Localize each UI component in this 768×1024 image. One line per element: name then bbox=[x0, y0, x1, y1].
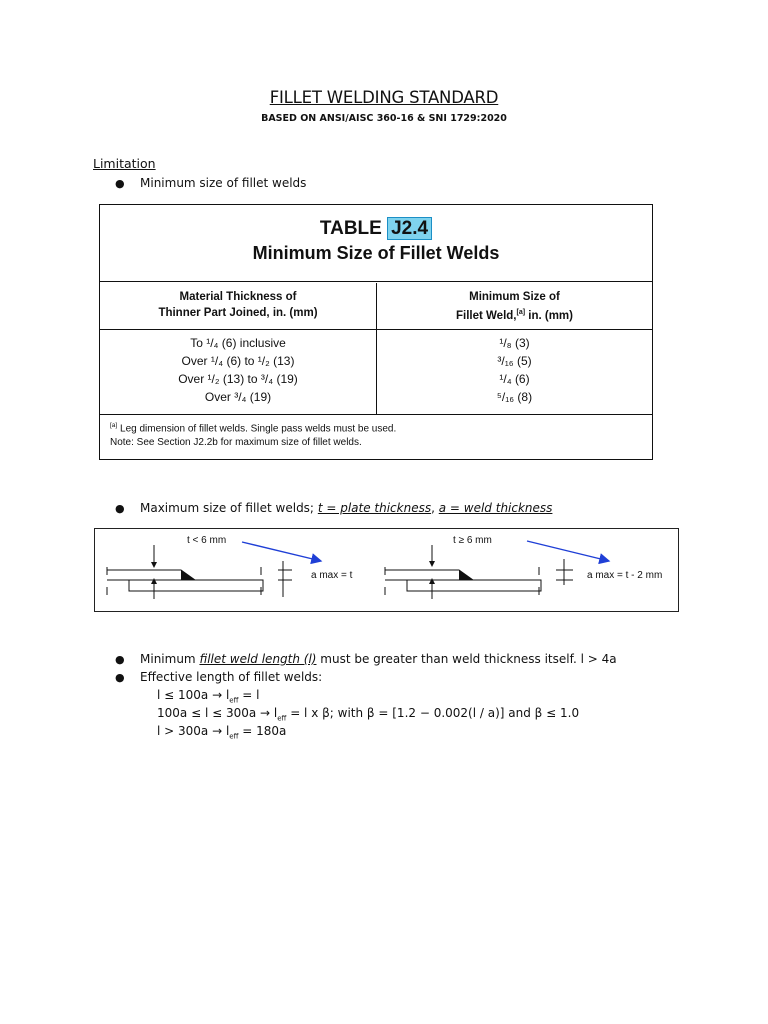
bullet-dot: ● bbox=[115, 502, 125, 515]
weld-length-term: fillet weld length (l) bbox=[199, 652, 317, 666]
table-j2-4 bbox=[99, 204, 653, 460]
diagram-left bbox=[107, 535, 353, 599]
table-cell: ⁵/₁₆ (8) bbox=[496, 390, 533, 404]
diagram-right bbox=[385, 535, 662, 599]
left-result-label: a max = t bbox=[311, 570, 353, 581]
section-heading-limitation: Limitation bbox=[93, 156, 156, 171]
weld-diagram-svg bbox=[95, 529, 678, 611]
left-condition-label: t < 6 mm bbox=[187, 535, 227, 546]
table-number-highlight: J2.4 bbox=[387, 217, 432, 240]
page-subtitle: BASED ON ANSI/AISC 360-16 & SNI 1729:2020 bbox=[261, 113, 507, 124]
table-cell: ¹/₈ (3) bbox=[499, 336, 530, 350]
right-arrow bbox=[527, 541, 609, 561]
weld-size-diagram bbox=[94, 528, 679, 612]
right-condition-label: t ≥ 6 mm bbox=[453, 535, 492, 546]
table-title-line2: Minimum Size of Fillet Welds bbox=[252, 243, 500, 263]
table-title bbox=[100, 205, 652, 282]
table-notes: [a] Leg dimension of fillet welds. Single pass welds must be used. Note: See Section J2.2b for maximum size of fillet welds. bbox=[110, 422, 397, 449]
bullet-dot: ● bbox=[115, 177, 125, 190]
left-arrow bbox=[242, 542, 321, 561]
document-page: FILLET WELDING STANDARD BASED ON ANSI/AISC 360-16 & SNI 1729:2020 Limitation ● Minimum size of fillet welds TABLE J2.4 Minimum Size of Fillet Welds Material Thickness of Thinner Part Joined, in. (mm) Minimum Size of Fillet Weld,[a] in. (mm) To ¹/₄ (6) inclusive Over ¹/₄ (6) to ¹/₂ (13) Over ¹/₂ (13) to ³/₄ (19) Over ³/₄ (19) ¹/₈ (3) ³/₁₆ (5) ¹/₄ (6) ⁵/₁₆ (8) [a] Leg dimension of fillet welds. Single pass welds must be used. Note: See Section J2.2b for maximum size of fillet welds. ● Maximum size of fillet welds; t = plate thickness, a = weld thickness t < 6 mm a max = t t ≥ 6 mm a max = t - 2 mm ● Minimum fillet weld length (l) must be greater than weld thickness itself. l > 4a ● Effective length of fillet welds: $l \le 100a \to l_{eff} = l$ $100a \le l \le 300a \to l_{eff} = l$ x β; with β = [1.2 − 0.002(l / a)] and β ≤ 1.0 $l > 300a \to l_{eff} = 180a$ bbox=[0, 0, 768, 1024]
right-result-label: a max = t - 2 mm bbox=[587, 570, 663, 581]
table-cell: To ¹/₄ (6) inclusive bbox=[190, 336, 286, 350]
table-cell: Over ¹/₄ (6) to ¹/₂ (13) bbox=[181, 354, 295, 368]
page-title: FILLET WELDING STANDARD bbox=[269, 88, 499, 107]
bullet-dot: ● bbox=[115, 671, 125, 684]
table-cell: Over ³/₄ (19) bbox=[204, 390, 272, 404]
t-definition: t = plate thickness bbox=[317, 501, 432, 515]
column-thickness-values bbox=[100, 330, 377, 415]
bullet-text: Minimum size of fillet welds bbox=[140, 176, 307, 190]
a-definition: a = weld thickness bbox=[438, 501, 553, 515]
table-cell: ¹/₄ (6) bbox=[499, 372, 530, 386]
formula-line-3: $l > 300a \to l_{eff} = 180a$ bbox=[157, 724, 287, 741]
formula-line-1: $l \le 100a \to l_{eff} = l$ bbox=[157, 688, 260, 705]
formula-line-2: $100a \le l \le 300a \to l_{eff} = l$ x β; with β = [1.2 − 0.002(l / a)] and β ≤ 1.0 bbox=[157, 706, 580, 723]
table-title-prefix: TABLE bbox=[319, 218, 382, 239]
column-header-thickness: Material Thickness of Thinner Part Joined, in. (mm) bbox=[100, 283, 377, 330]
bullet-dot: ● bbox=[115, 653, 125, 666]
column-weld-size-values bbox=[377, 330, 652, 415]
table-cell: ³/₁₆ (5) bbox=[497, 354, 532, 368]
column-header-weld-size: Minimum Size of Fillet Weld,[a] in. (mm) bbox=[377, 283, 652, 330]
table-cell: Over ¹/₂ (13) to ³/₄ (19) bbox=[178, 372, 298, 386]
